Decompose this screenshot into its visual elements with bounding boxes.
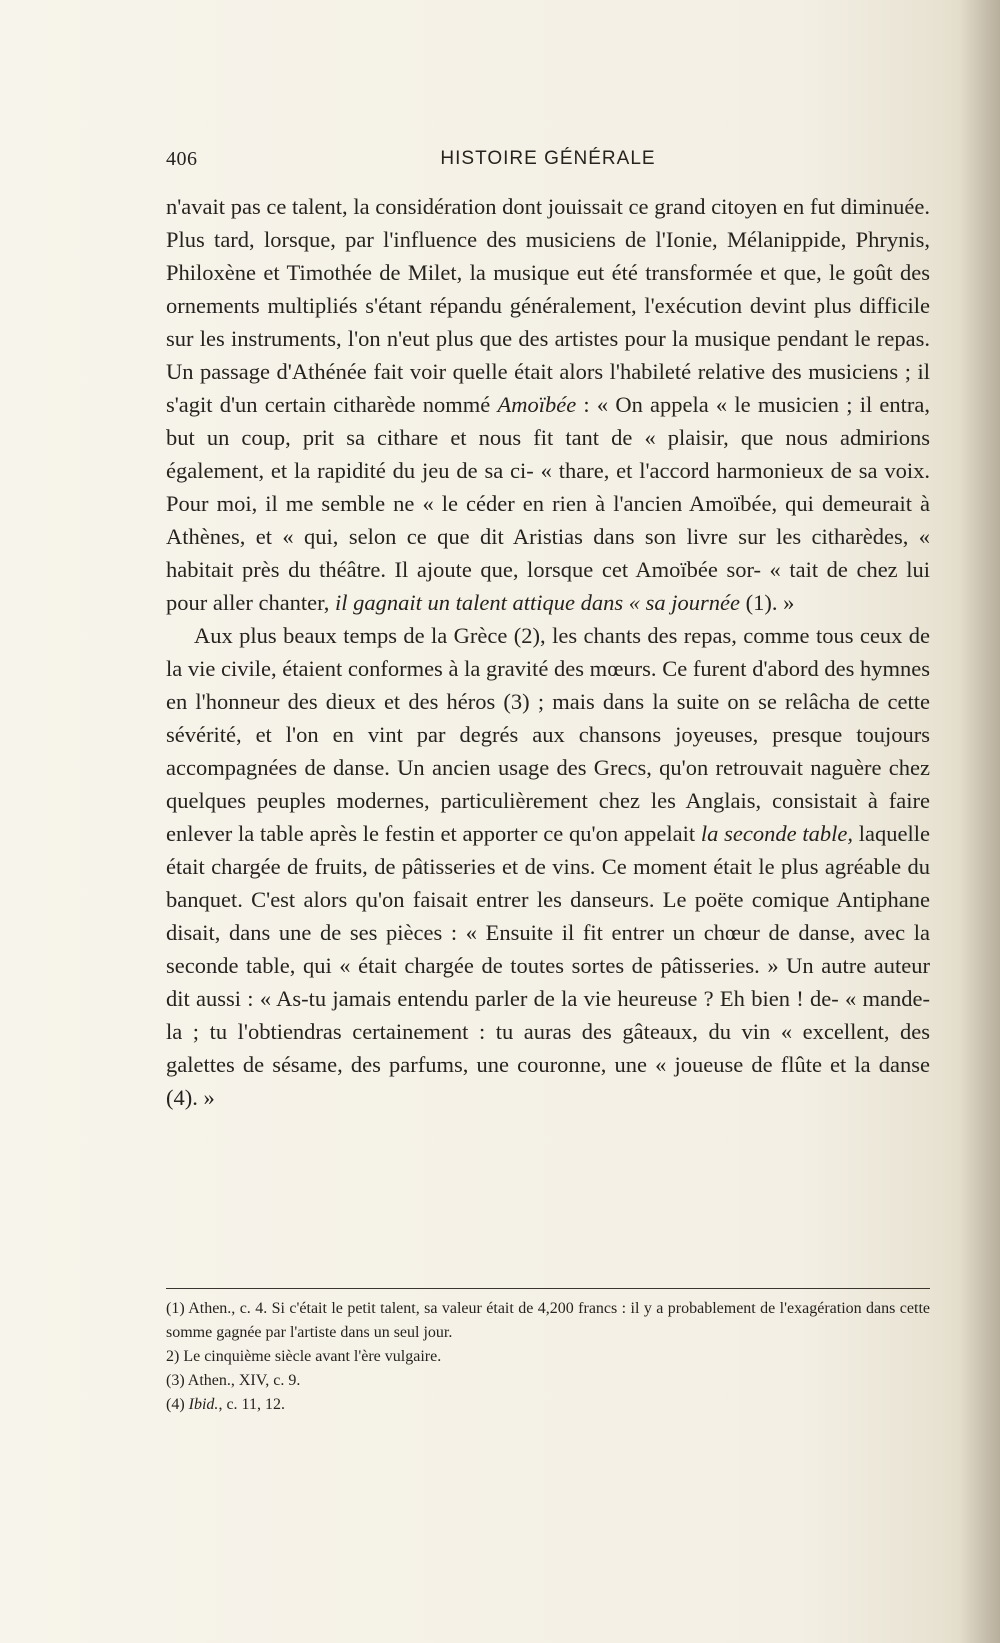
- paragraph-1: [166, 190, 930, 619]
- footnote-2: 2) Le cinquième siècle avant l'ère vulgaire.: [166, 1348, 442, 1365]
- paragraph-1-text: n'avait pas ce talent, la considération dont jouissait ce grand citoyen en fut diminuée. Plus tard, lorsque, par l'influence des musiciens de l'Ionie, Mélanippide, Phrynis, Philoxène et Timothée de Milet, la musique eut été transformée et que, le goût des ornements multipliés s'étant répandu généralement, l'exécution devint plus difficile sur les instruments, l'on n'eut plus que des artistes pour la musique pendant le repas. Un passage d'Athénée fait voir quelle était alors l'habileté relative des musiciens ; il s'agit d'un certain citharède nommé: [166, 194, 930, 417]
- footnote-4-italic: Ibid.: [188, 1396, 219, 1413]
- footnote-4-suffix: , c. 11, 12.: [218, 1396, 285, 1413]
- paragraph-1-close: (1). »: [740, 590, 795, 615]
- running-title: HISTOIRE GÉNÉRALE: [440, 148, 656, 169]
- main-text: [166, 190, 930, 1114]
- page-edge-shadow: [960, 0, 1000, 1643]
- paragraph-1-italic-end: il gagnait un talent attique dans « sa journée: [335, 590, 740, 615]
- footnote-divider: [166, 1288, 930, 1289]
- footnote-3: (3) Athen., XIV, c. 9.: [166, 1372, 301, 1389]
- footnotes: [166, 1297, 930, 1417]
- footnote-4: [166, 1393, 930, 1417]
- paragraph-2: [166, 619, 930, 1114]
- footnote-1: (1) Athen., c. 4. Si c'était le petit talent, sa valeur était de 4,200 francs : il y a probablement de l'exagération dans cette somme gagnée par l'artiste dans un seul jour.: [166, 1300, 930, 1341]
- paragraph-1-name: Amoïbée: [497, 392, 577, 417]
- page-number: 406: [166, 148, 198, 170]
- paragraph-2-text-a: Aux plus beaux temps de la Grèce (2), les chants des repas, comme tous ceux de la vie civile, étaient conformes à la gravité des mœurs. Ce furent d'abord des hymnes en l'honneur des dieux et des héros (3) ; mais dans la suite on se relâcha de cette sévérité, et l'on en vint par degrés aux chansons joyeuses, presque toujours accompagnées de danse. Un ancien usage des Grecs, qu'on retrouvait naguère chez quelques peuples modernes, particulièrement chez les Anglais, consistait à faire enlever la table après le festin et apporter ce qu'on appelait: [166, 623, 930, 846]
- paragraph-1-quote: : « On appela « le musicien ; il entra, but un coup, prit sa cithare et nous fit tant de « plaisir, que nous admirions également, et la rapidité du jeu de sa ci- « thare, et l'accord harmonieux de sa voix. Pour moi, il me semble ne « le céder en rien à l'ancien Amoïbée, qui demeurait à Athènes, et « qui, selon ce que dit Aristias dans son livre sur les citharèdes, « habitait près du théâtre. Il ajoute que, lorsque cet Amoïbée sor- « tait de chez lui pour aller chanter,: [166, 392, 930, 615]
- paragraph-2-italic: la seconde table,: [700, 821, 853, 846]
- footnote-4-prefix: (4): [166, 1396, 189, 1413]
- paragraph-2-text-b: laquelle était chargée de fruits, de pâtisseries et de vins. Ce moment était le plus agréable du banquet. C'est alors qu'on faisait entrer les danseurs. Le poëte comique Antiphane disait, dans une de ses pièces : « Ensuite il fit entrer un chœur de danse, avec la seconde table, qui « était chargée de toutes sortes de pâtisseries. » Un autre auteur dit aussi : « As-tu jamais entendu parler de la vie heureuse ? Eh bien ! de- « mande-la ; tu l'obtiendras certainement : tu auras des gâteaux, du vin « excellent, des galettes de sésame, des parfums, une couronne, une « joueuse de flûte et la danse (4). »: [166, 821, 930, 1110]
